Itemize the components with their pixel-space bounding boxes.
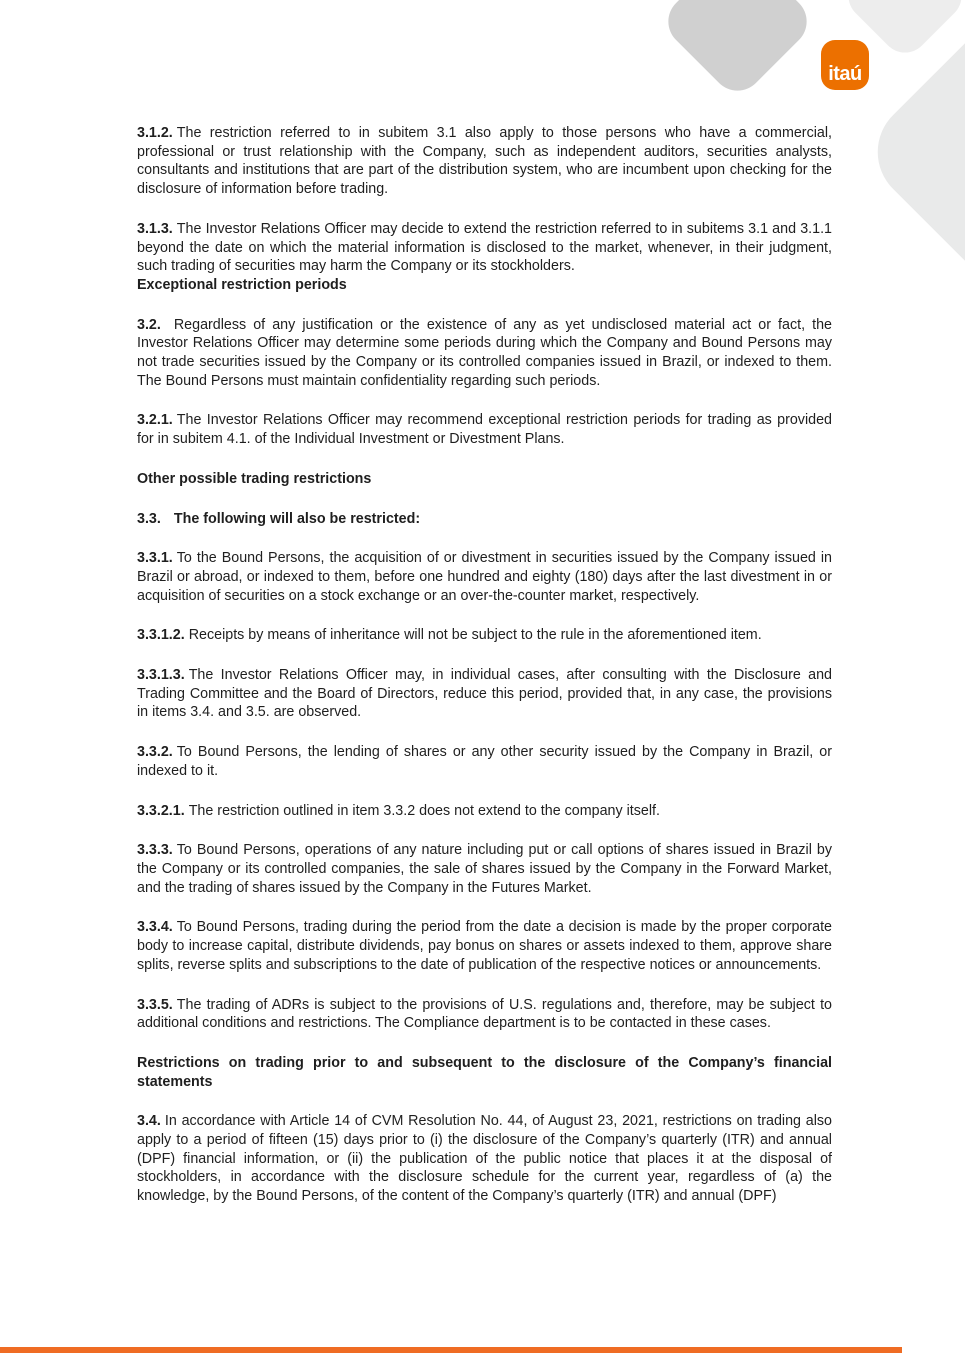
- paragraph-3.3.1.: [137, 549, 832, 605]
- item-number: 3.3.1.: [137, 550, 173, 567]
- item-number: 3.2.: [137, 316, 161, 333]
- paragraph-text: Regardless of any justification or the existence of any as yet undisclosed material act or fact, the Investor Relations Officer may determine some periods during which the Company and Bound Persons may not trade securities issued by the Company or its controlled companies issued in Brazil, or indexed to them. The Bound Persons must maintain confidentiality regarding such periods.: [137, 316, 832, 389]
- section-heading: [137, 470, 832, 489]
- item-number: 3.3.1.3.: [137, 667, 185, 684]
- paragraph-3.3.4.: [137, 918, 832, 974]
- itau-logo: [821, 40, 869, 90]
- paragraph-3.3.1.2.: [137, 626, 832, 645]
- item-number: 3.3.2.: [137, 744, 173, 761]
- paragraph-text: The following will also be restricted:: [173, 510, 421, 527]
- item-number: 3.3.1.2.: [137, 627, 185, 644]
- paragraph-3.3.1.3.: [137, 666, 832, 722]
- item-number: 3.3.5.: [137, 996, 173, 1013]
- paragraph-text: To Bound Persons, trading during the period from the date a decision is made by the proper corporate body to increase capital, distribute dividends, pay bonus on shares or assets indexed to them, approve share splits, reverse splits and subscriptions to the date of publication of the respective notices or announcements.: [137, 919, 832, 973]
- item-number: 3.3.: [137, 510, 161, 527]
- paragraph-text: To Bound Persons, the lending of shares or any other security issued by the Company in Brazil, or indexed to it.: [137, 744, 832, 779]
- paragraph-text: To the Bound Persons, the acquisition of or divestment in securities issued by the Company issued in Brazil or abroad, or indexed to them, before one hundred and eighty (180) days after the last divestment in or acquisition of securities on a stock exchange or an over-the-counter market, respectively.: [137, 550, 832, 604]
- paragraph-text: The Investor Relations Officer may recommend exceptional restriction periods for trading as provided for in subitem 4.1. of the Individual Investment or Divestment Plans.: [137, 412, 832, 448]
- item-number: 3.2.1.: [137, 412, 173, 429]
- section-heading: [137, 276, 832, 295]
- item-number: 3.4.: [137, 1113, 161, 1130]
- paragraph-3.1.3.: [137, 220, 832, 276]
- paragraph-3.2.1.: [137, 411, 832, 448]
- paragraph-text: The Investor Relations Officer may, in individual cases, after consulting with the Disclosure and Trading Committee and the Board of Directors, reduce this period, provided that, in any case, the provisions in items 3.4. and 3.5. are observed.: [137, 667, 832, 721]
- paragraph-3.3.2.: [137, 743, 832, 780]
- paragraph-3.3.3.: [137, 841, 832, 897]
- item-number: 3.1.2.: [137, 125, 173, 141]
- paragraph-3.3.: [137, 510, 832, 529]
- paragraph-text: The restriction referred to in subitem 3.1 also apply to those persons who have a commercial, professional or trust relationship with the Company, such as independent auditors, securities analysts, consultants and institutions that are part of the distribution system, who are incumbent upon checking for the disclosure of information before trading.: [137, 125, 832, 198]
- heading-text: Restrictions on trading prior to and subsequent to the disclosure of the Company’s financial statements: [137, 1054, 832, 1090]
- decorative-shape-dark: [658, 0, 818, 101]
- document-body: [137, 124, 832, 1227]
- paragraph-3.2.: [137, 316, 832, 391]
- item-number: 3.3.4.: [137, 919, 173, 936]
- paragraph-text: In accordance with Article 14 of CVM Resolution No. 44, of August 23, 2021, restrictions on trading also apply to a period of fifteen (15) days prior to (i) the disclosure of the Company’s quarterly (ITR) and annual (DPF) financial information, or (ii) the publication of the public notice that places it at the disposal of stockholders, in accordance with the disclosure schedule for the current year, regardless of (a) the knowledge, by the Bound Persons, of the content of the Company’s quarterly (ITR) and annual (DPF): [137, 1113, 832, 1205]
- itau-logo-text: itaú: [828, 63, 862, 85]
- paragraph-3.3.5.: [137, 996, 832, 1033]
- section-heading: [137, 1054, 832, 1091]
- paragraph-3.3.2.1.: [137, 802, 832, 821]
- heading-text: Other possible trading restrictions: [137, 470, 372, 487]
- paragraph-3.4.: [137, 1112, 832, 1206]
- heading-text: Exceptional restriction periods: [137, 276, 347, 293]
- item-number: 3.3.3.: [137, 842, 173, 859]
- paragraph-3.1.2.: [137, 124, 832, 199]
- paragraph-text: The trading of ADRs is subject to the provisions of U.S. regulations and, therefore, may be subject to additional conditions and restrictions. The Compliance department is to be contacted in these cases.: [137, 996, 832, 1032]
- item-number: 3.3.2.1.: [137, 802, 185, 819]
- paragraph-text: Receipts by means of inheritance will not be subject to the rule in the aforementioned item.: [188, 627, 762, 644]
- paragraph-text: The Investor Relations Officer may decide to extend the restriction referred to in subitems 3.1 and 3.1.1 beyond the date on which the material information is disclosed to the market, whenever, in their judgment, such trading of securities may harm the Company or its stockholders.: [137, 220, 832, 275]
- footer-accent-bar: [0, 1347, 902, 1353]
- paragraph-text: The restriction outlined in item 3.3.2 does not extend to the company itself.: [188, 802, 660, 819]
- item-number: 3.1.3.: [137, 220, 173, 237]
- paragraph-text: To Bound Persons, operations of any nature including put or call options of shares issued in Brazil by the Company or its controlled companies, the sale of shares issued by the Company in the Forward Market, and the trading of shares issued by the Company in the Futures Market.: [137, 842, 832, 896]
